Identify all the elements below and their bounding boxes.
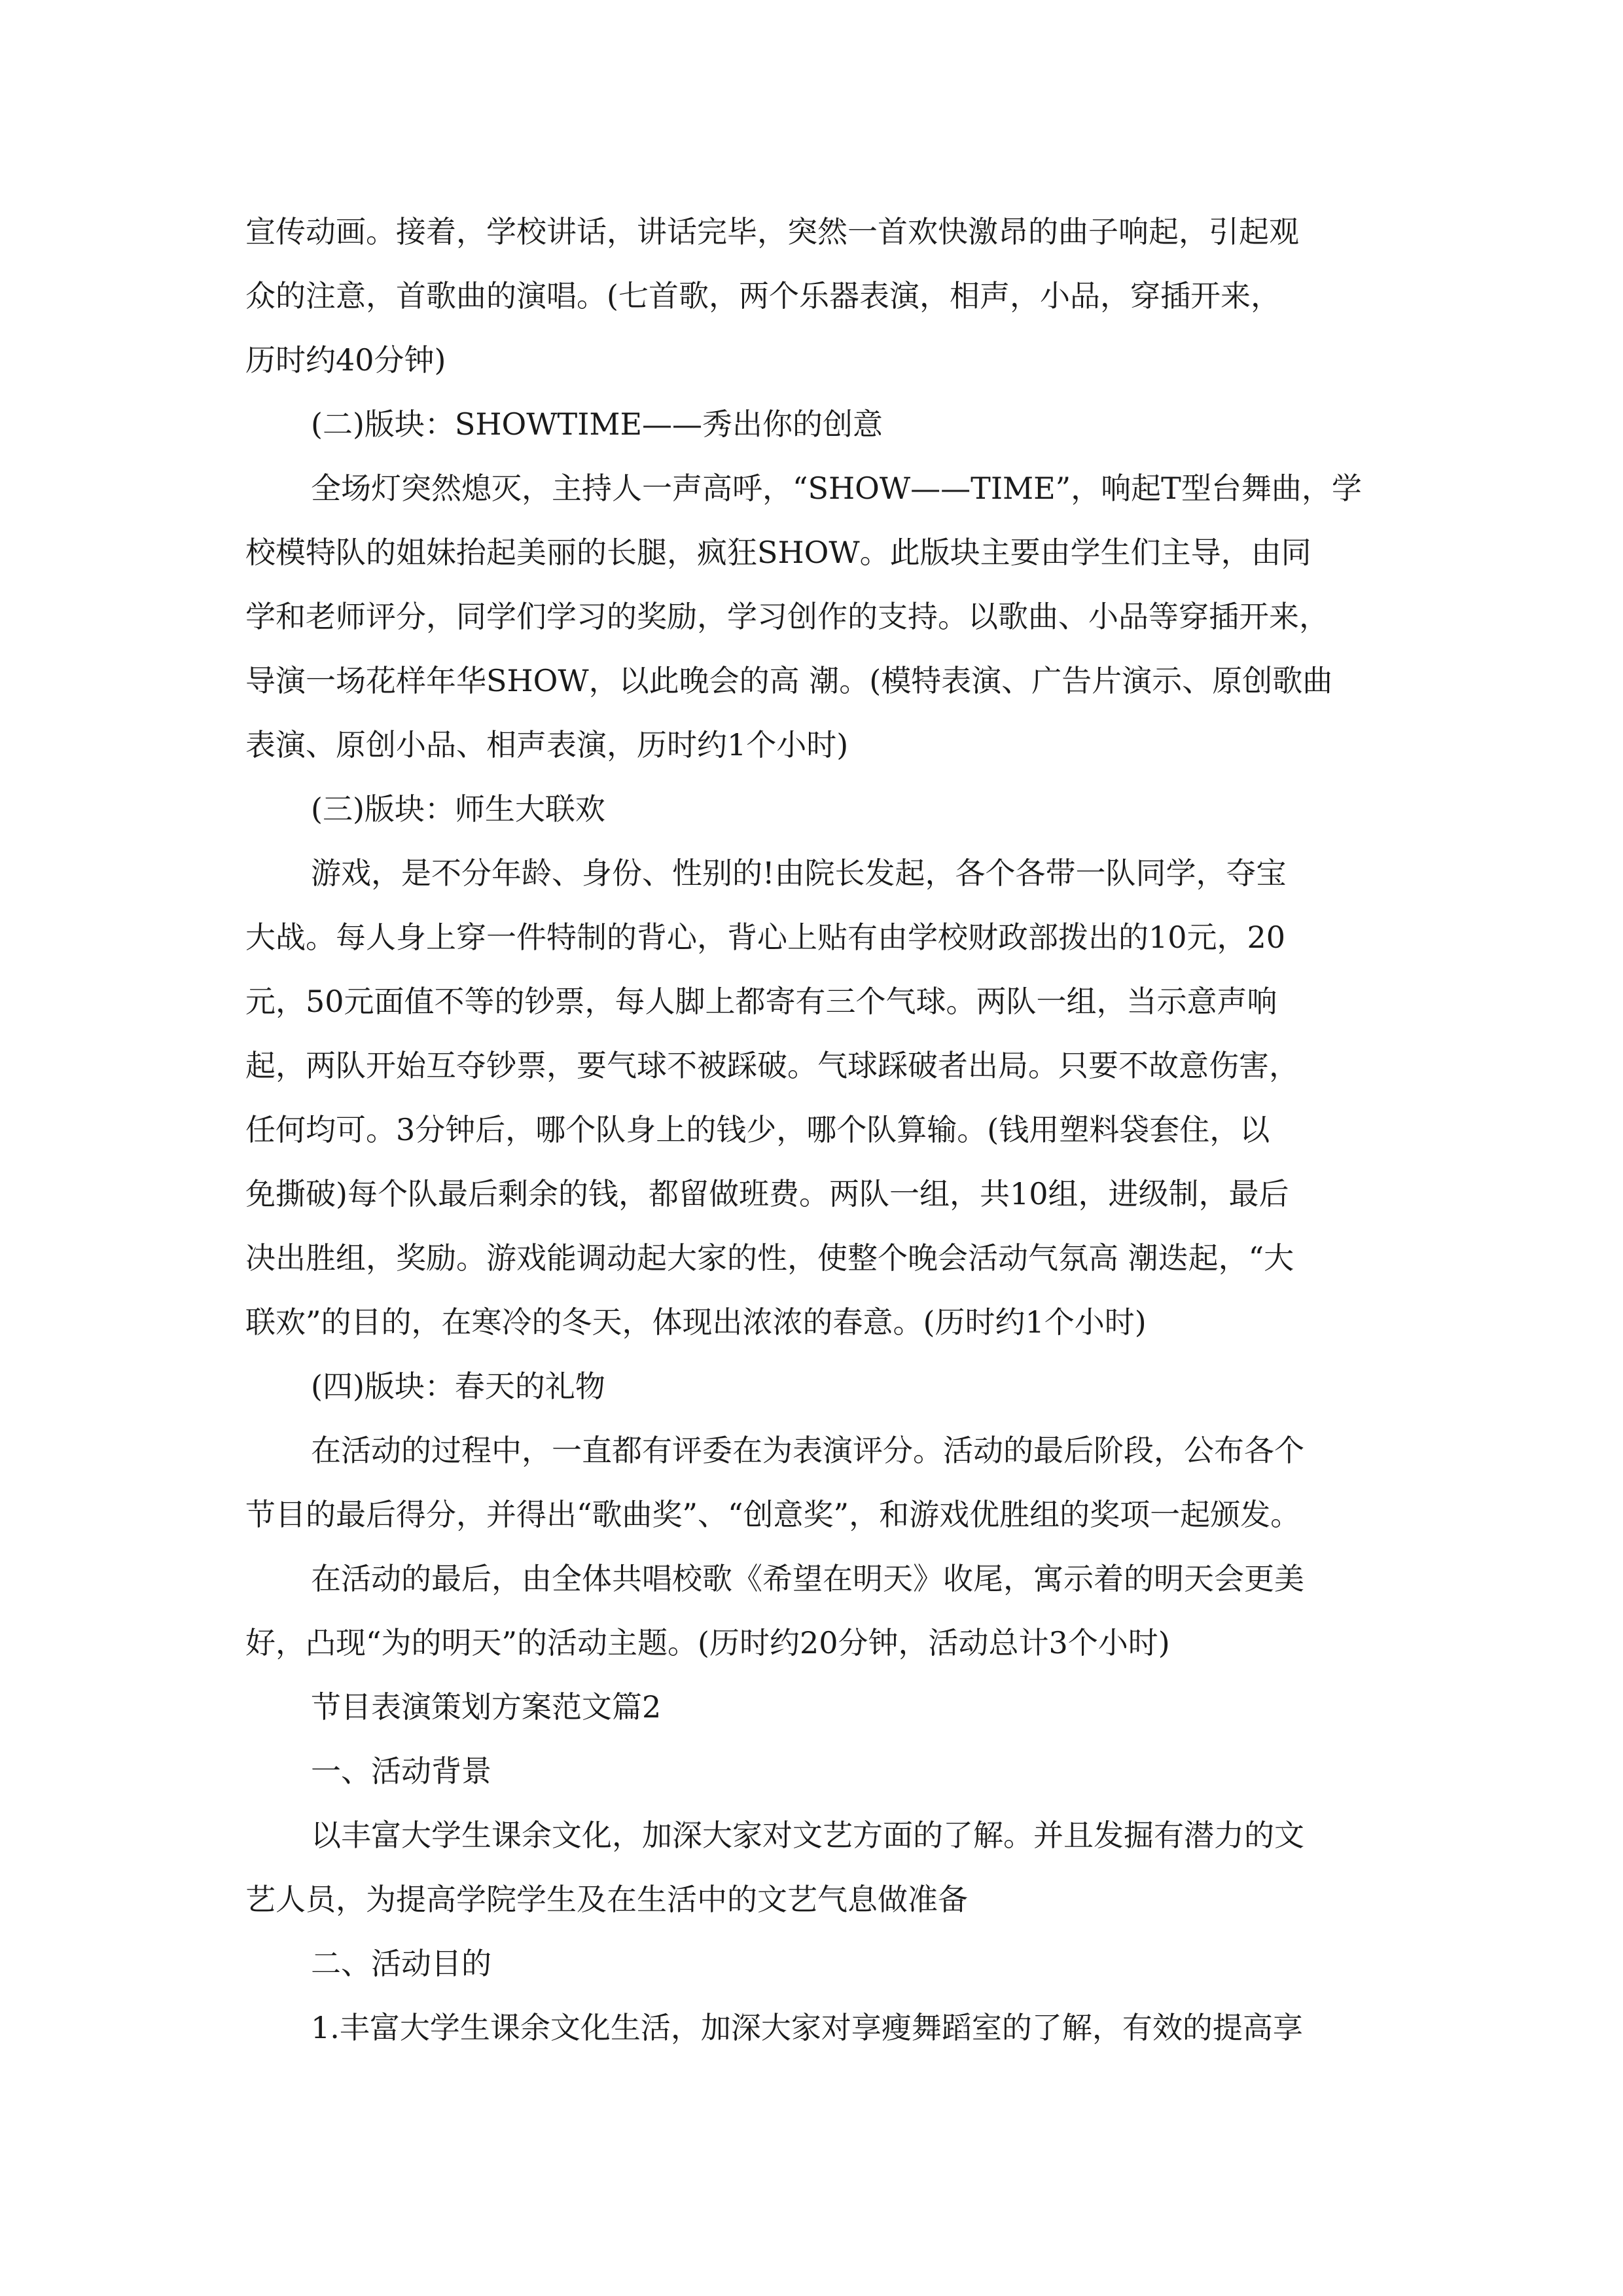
text-line: (四)版块：春天的礼物 <box>311 1369 605 1404</box>
text-line: 好，凸现“为的明天”的活动主题。(历时约20分钟，活动总计3个小时) <box>245 1625 1170 1660</box>
text-line: 决出胜组，奖励。游戏能调动起大家的性，使整个晚会活动气氛高 潮迭起，“大 <box>245 1240 1294 1276</box>
text-line: (三)版块：师生大联欢 <box>311 791 605 827</box>
text-line: 免撕破)每个队最后剩余的钱，都留做班费。两队一组，共10组，进级制，最后 <box>245 1176 1289 1211</box>
text-line: 大战。每人身上穿一件特制的背心，背心上贴有由学校财政部拨出的10元，20 <box>245 920 1286 955</box>
text-line: 在活动的最后，由全体共唱校歌《希望在明天》收尾，寓示着的明天会更美 <box>311 1561 1304 1596</box>
text-line: 游戏，是不分年龄、身份、性别的!由院长发起，各个各带一队同学，夺宝 <box>311 855 1287 891</box>
text-line: 任何均可。3分钟后，哪个队身上的钱少，哪个队算输。(钱用塑料袋套住，以 <box>245 1112 1270 1147</box>
text-line: 艺人员，为提高学院学生及在生活中的文艺气息做准备 <box>245 1882 968 1917</box>
text-line: 在活动的过程中，一直都有评委在为表演评分。活动的最后阶段，公布各个 <box>311 1433 1304 1468</box>
text-line: (二)版块：SHOWTIME——秀出你的创意 <box>311 406 883 442</box>
text-line: 全场灯突然熄灭，主持人一声高呼，“SHOW——TIME”，响起T型台舞曲，学 <box>311 471 1362 506</box>
text-line: 宣传动画。接着，学校讲话，讲话完毕，突然一首欢快激昂的曲子响起，引起观 <box>245 214 1299 249</box>
text-line: 导演一场花样年华SHOW，以此晚会的高 潮。(模特表演、广告片演示、原创歌曲 <box>245 663 1333 698</box>
text-line: 元，50元面值不等的钞票，每人脚上都寄有三个气球。两队一组，当示意声响 <box>245 984 1277 1019</box>
document-body <box>245 200 1381 2060</box>
text-line: 历时约40分钟) <box>245 342 446 378</box>
text-line: 联欢”的目的，在寒冷的冬天，体现出浓浓的春意。(历时约1个小时) <box>245 1304 1147 1340</box>
text-line: 学和老师评分，同学们学习的奖励，学习创作的支持。以歌曲、小品等穿插开来， <box>245 599 1329 634</box>
text-line: 起，两队开始互夺钞票，要气球不被踩破。气球踩破者出局。只要不故意伤害， <box>245 1048 1299 1083</box>
text-line: 节目表演策划方案范文篇2 <box>311 1689 662 1725</box>
text-line: 校模特队的姐妹抬起美丽的长腿，疯狂SHOW。此版块主要由学生们主导，由同 <box>245 535 1311 570</box>
text-line: 二、活动目的 <box>311 1946 491 1981</box>
text-line: 表演、原创小品、相声表演，历时约1个小时) <box>245 727 849 762</box>
text-line: 众的注意，首歌曲的演唱。(七首歌，两个乐器表演，相声，小品，穿插开来， <box>245 278 1281 314</box>
text-line: 节目的最后得分，并得出“歌曲奖”、“创意奖”，和游戏优胜组的奖项一起颁发。 <box>245 1497 1301 1532</box>
text-line: 一、活动背景 <box>311 1753 491 1789</box>
text-line: 以丰富大学生课余文化，加深大家对文艺方面的了解。并且发掘有潜力的文 <box>311 1818 1304 1853</box>
text-line: 1.丰富大学生课余文化生活，加深大家对享瘦舞蹈室的了解，有效的提高享 <box>311 2010 1303 2045</box>
